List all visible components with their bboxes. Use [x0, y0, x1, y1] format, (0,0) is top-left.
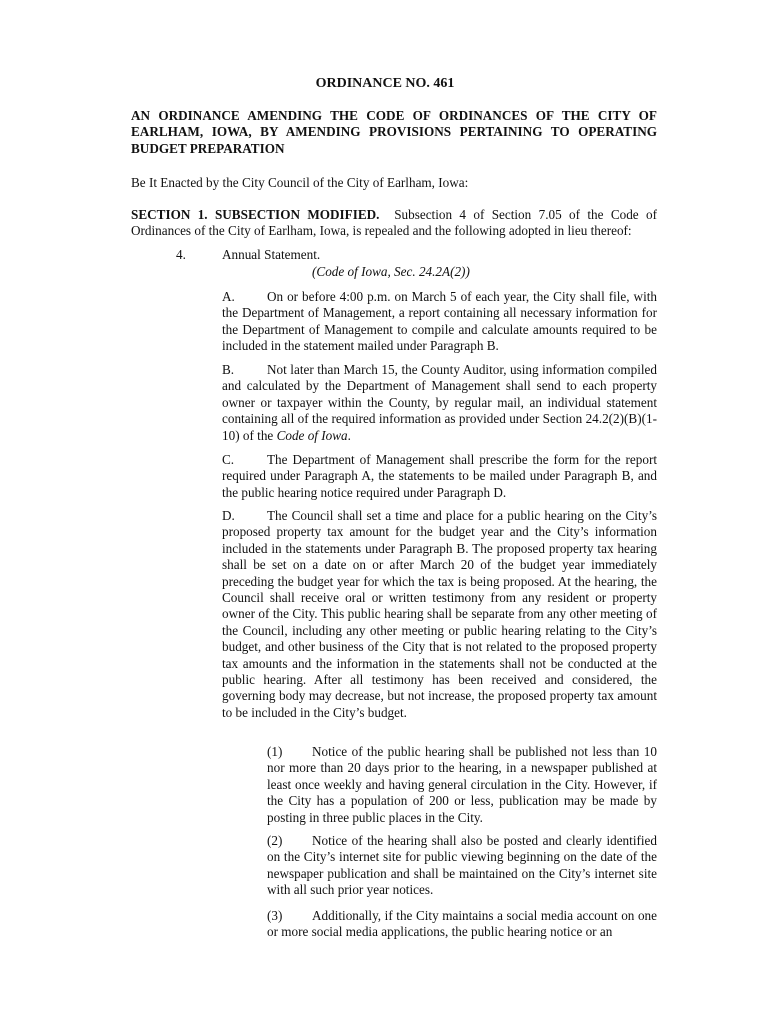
ordinance-heading: AN ORDINANCE AMENDING THE CODE OF ORDINANCES OF THE CITY OF EARLHAM, IOWA, BY AMENDING PROVISIONS PERTAINING TO OPERATING BUDGET PREPARATION — [131, 108, 657, 156]
paragraph-b-label: B. — [222, 362, 235, 377]
paragraph-b-tail: . — [347, 427, 351, 443]
item-title: Annual Statement. — [222, 247, 321, 262]
subparagraph-3 — [267, 908, 657, 941]
paragraph-b — [222, 362, 657, 444]
subparagraph-2-text: Notice of the hearing shall also be posted and clearly identified on the City’s internet site for public viewing beginning on the date of the newspaper publication and shall be maintained on the City’s internet site with all such prior year notices. — [267, 833, 657, 898]
item-number: 4. — [176, 247, 186, 262]
paragraph-a — [222, 289, 657, 355]
item-citation: (Code of Iowa, Sec. 24.2A(2)) — [312, 264, 470, 279]
paragraph-d-label: D. — [222, 508, 235, 523]
section-1 — [131, 207, 657, 240]
paragraph-a-text: On or before 4:00 p.m. on March 5 of each year, the City shall file, with the Department of Management, a report containing all necessary information for the Department of Management to compile and calculate amounts required to be included in the statement mailed under Paragraph B. — [222, 289, 657, 354]
subparagraph-3-label: (3) — [267, 908, 283, 923]
section-1-text: Subsection 4 of Section 7.05 of the Code of Ordinances of the City of Earlham, Iowa, is repealed and the following adopted in lieu thereof: — [131, 207, 657, 239]
paragraph-b-text: Not later than March 15, the County Auditor, using information compiled and calculated by the Department of Management shall send to each property owner or taxpayer within the County, by regular mail, an individual statement containing all of the required information as provided under Section 24.2(2)(B)(1-10) of the — [222, 362, 657, 443]
paragraph-c-text: The Department of Management shall prescribe the form for the report required under Paragraph A, the statements to be mailed under Paragraph B, and the public hearing notice required under Paragraph D. — [222, 452, 657, 500]
paragraph-b-code-ref: Code of Iowa — [276, 427, 348, 443]
ordinance-title: ORDINANCE NO. 461 — [315, 76, 455, 91]
subparagraph-2-label: (2) — [267, 833, 283, 848]
paragraph-d-text: The Council shall set a time and place for a public hearing on the City’s proposed property tax amount for the budget year and the City’s information included in the statements under Paragraph B. The proposed property tax hearing shall be set on a date on or after March 20 of the budget year immediately preceding the budget year for which the tax is being proposed. At the hearing, the Council shall receive oral or written testimony from any resident or property owner of the City. This public hearing shall be separate from any other meeting of the Council, including any other meeting or public hearing relating to the City’s budget, and other business of the City that is not related to the proposed property tax amounts and the information in the statements shall not be conducted at the public hearing. After all testimony has been received and considered, the governing body may decrease, but not increase, the proposed property tax amount to be included in the City’s budget. — [222, 508, 657, 720]
paragraph-d — [222, 508, 657, 721]
paragraph-c — [222, 452, 657, 501]
subparagraph-1-text: Notice of the public hearing shall be published not less than 10 nor more than 20 days prior to the hearing, in a newspaper published at least once weekly and having general circulation in the City. However, if the City has a population of 200 or less, publication may be made by posting in three public places in the City. — [267, 744, 657, 825]
enacting-clause: Be It Enacted by the City Council of the City of Earlham, Iowa: — [131, 175, 469, 190]
subparagraph-2 — [267, 833, 657, 899]
paragraph-c-label: C. — [222, 452, 235, 467]
subparagraph-1 — [267, 744, 657, 826]
subparagraph-1-label: (1) — [267, 744, 283, 759]
section-1-heading: SECTION 1. SUBSECTION MODIFIED. — [131, 207, 380, 222]
paragraph-a-label: A. — [222, 289, 235, 304]
subparagraph-3-text: Additionally, if the City maintains a social media account on one or more social media applications, the public hearing notice or an — [267, 908, 657, 940]
